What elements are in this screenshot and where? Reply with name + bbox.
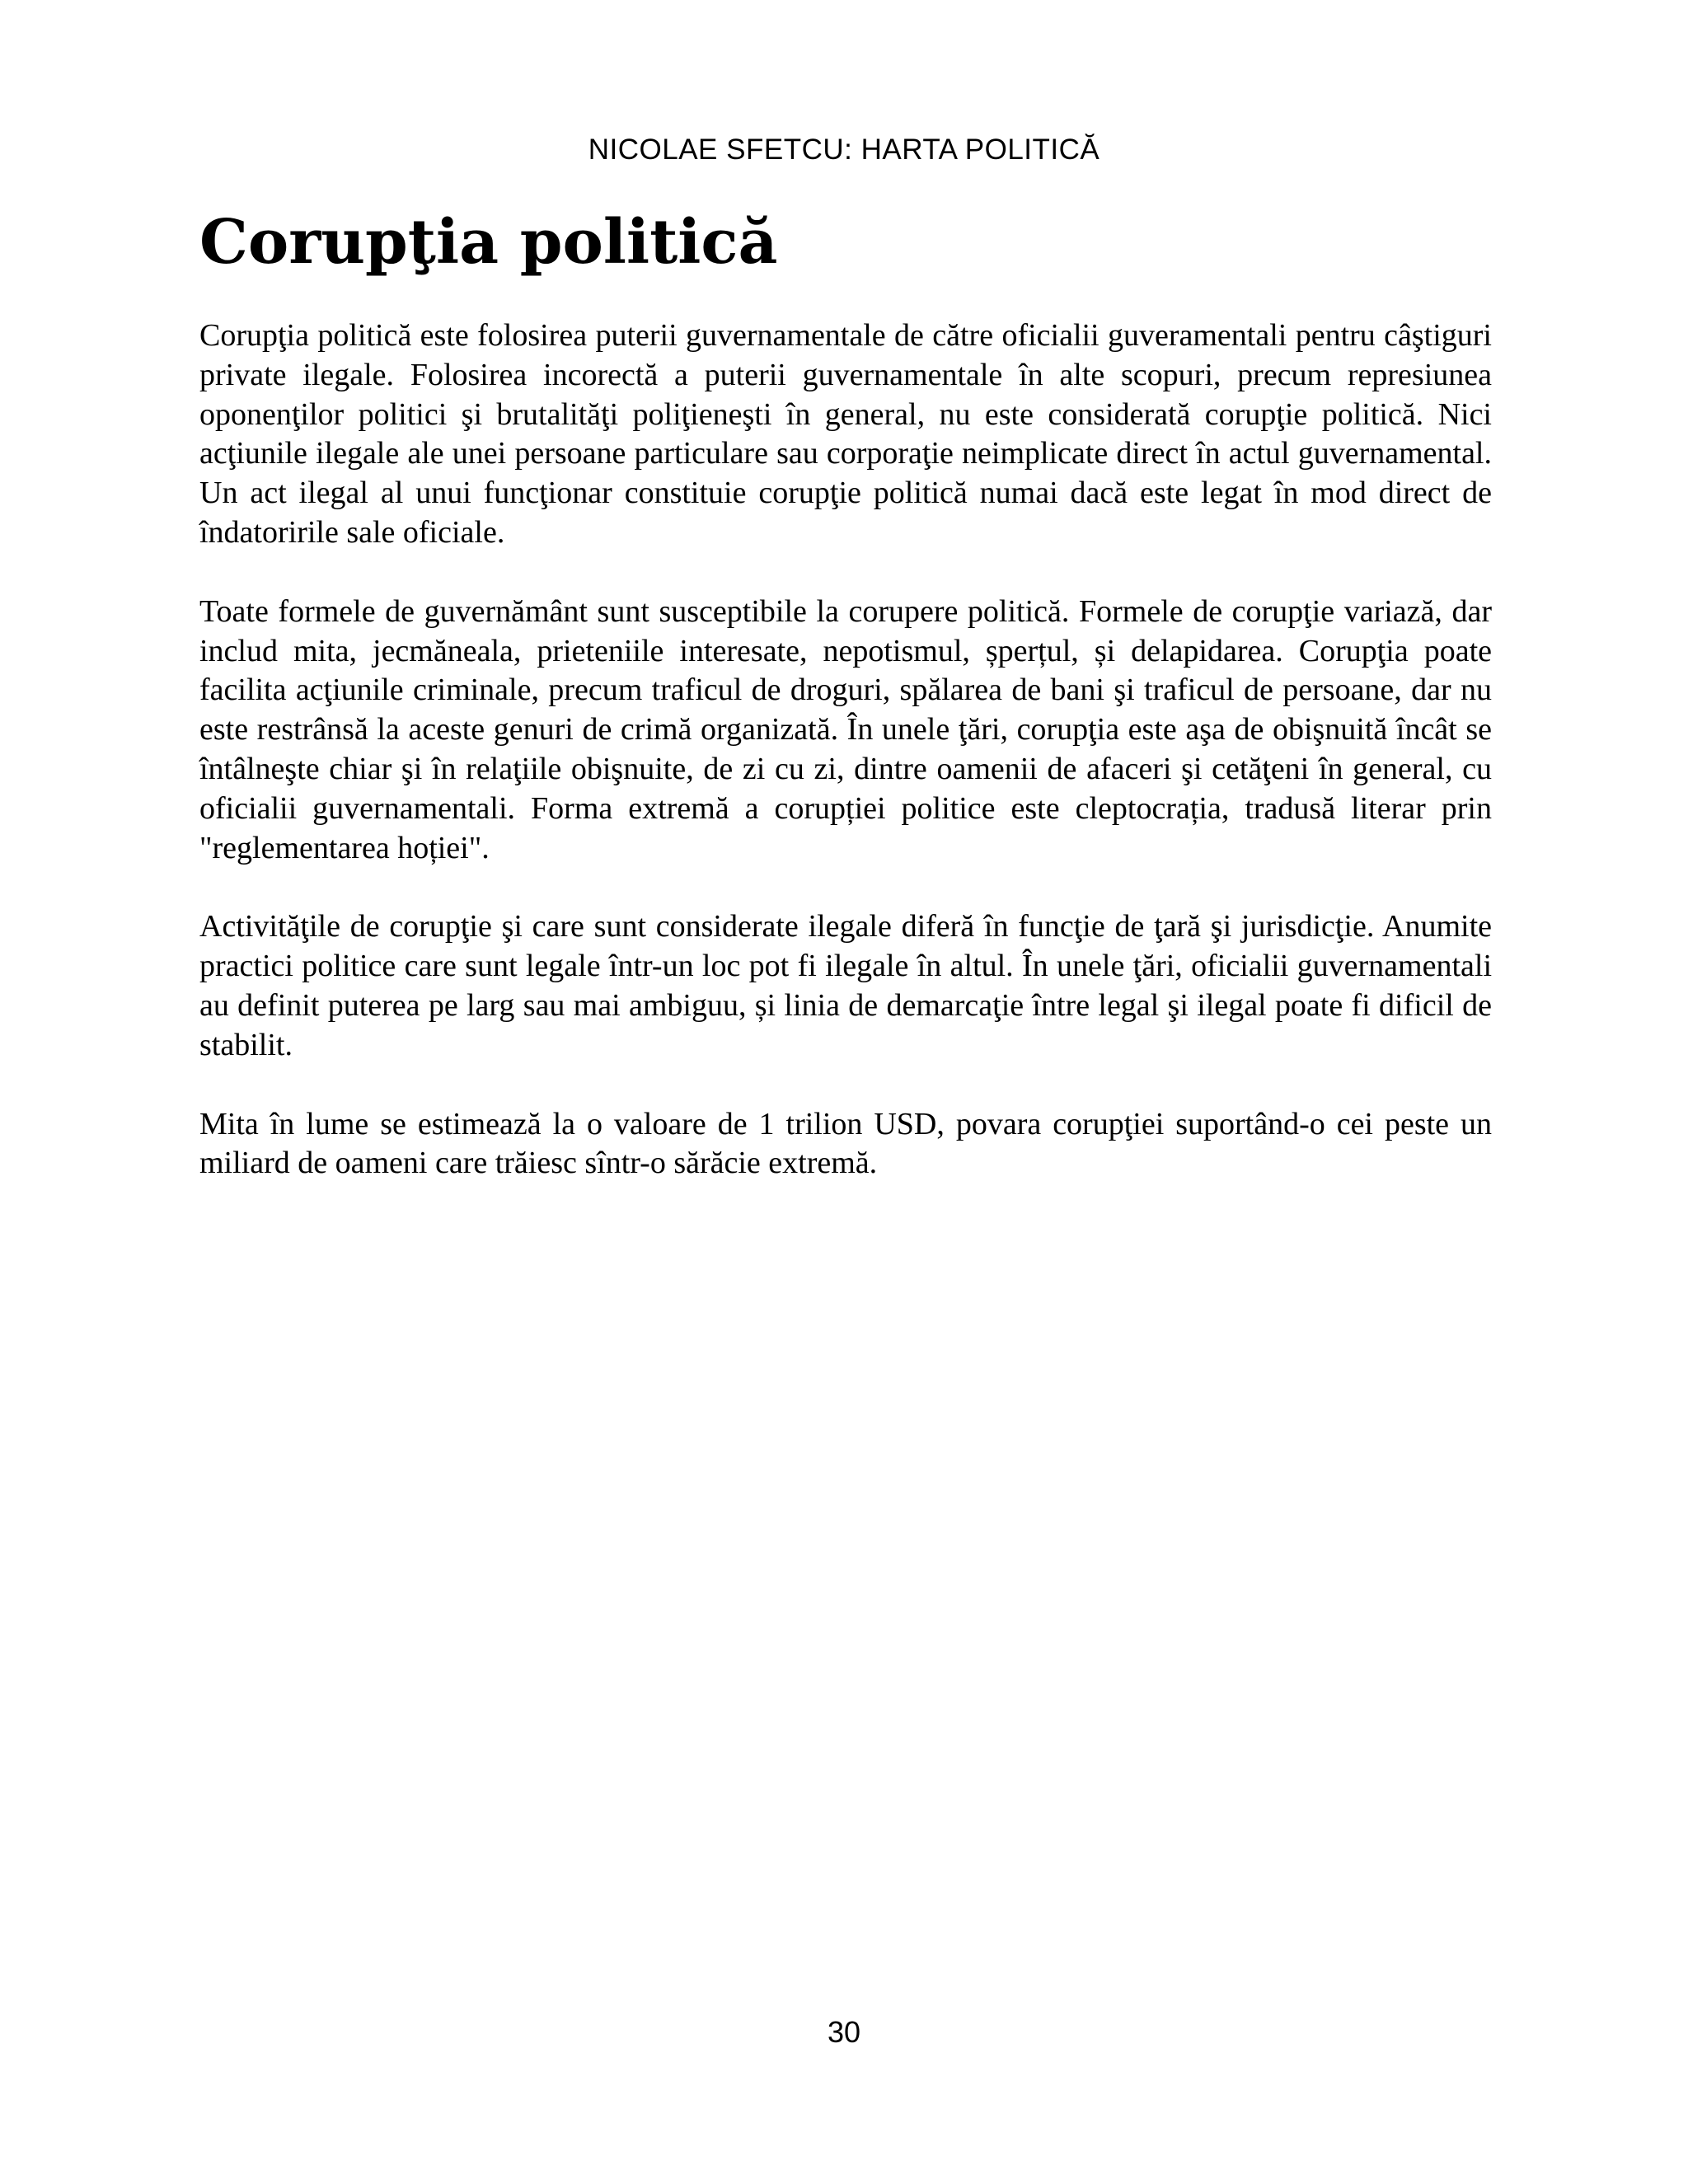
page-number: 30 [827, 2015, 861, 2049]
body-text [199, 316, 1492, 1223]
paragraph-3: Activităţile de corupţie şi care sunt considerate ilegale diferă în funcţie de ţară şi jurisdicţie. Anumite practici politice care sunt legale într-un loc pot fi ilegale în altul. În unele ţări, oficialii guvernamentali au definit puterea pe larg sau mai ambiguu, și linia de demarcaţie între legal şi ilegal poate fi dificil de stabilit. [199, 909, 1492, 1062]
running-header: NICOLAE SFETCU: HARTA POLITICĂ [588, 134, 1100, 166]
paragraph-1: Corupţia politică este folosirea puterii guvernamentale de către oficialii guveramentali pentru câştiguri private ilegale. Folosirea incorectă a puterii guvernamentale în alte scopuri, precum represiunea oponenţilor politici şi brutalităţi poliţieneşti în general, nu este considerată corupţie politică. Nici acţiunile ilegale ale unei persoane particulare sau corporaţie neimplicate direct în actul guvernamental. Un act ilegal al unui funcţionar constituie corupţie politică numai dacă este legat în mod direct de îndatoririle sale oficiale. [199, 318, 1492, 550]
paragraph-4: Mita în lume se estimează la o valoare de 1 trilion USD, povara corupţiei suportând-o cei peste un miliard de oameni care trăiesc sîntr-o sărăcie extremă. [199, 1106, 1492, 1181]
page-title: Corupţia politică [199, 207, 778, 278]
paragraph-2: Toate formele de guvernământ sunt susceptibile la corupere politică. Formele de corupţie variază, dar includ mita, jecmăneala, prieteniile interesate, nepotismul, șperțul, și delapidarea. Corupţia poate facilita acţiunile criminale, precum traficul de droguri, spălarea de bani şi traficul de persoane, dar nu este restrânsă la aceste genuri de crimă organizată. În unele ţări, corupţia este aşa de obişnuită încât se întâlneşte chiar şi în relaţiile obişnuite, de zi cu zi, dintre oamenii de afaceri şi cetăţeni în general, cu oficialii guvernamentali. Forma extremă a corupției politice este cleptocrația, tradusă literar prin "reglementarea hoției". [199, 593, 1492, 865]
